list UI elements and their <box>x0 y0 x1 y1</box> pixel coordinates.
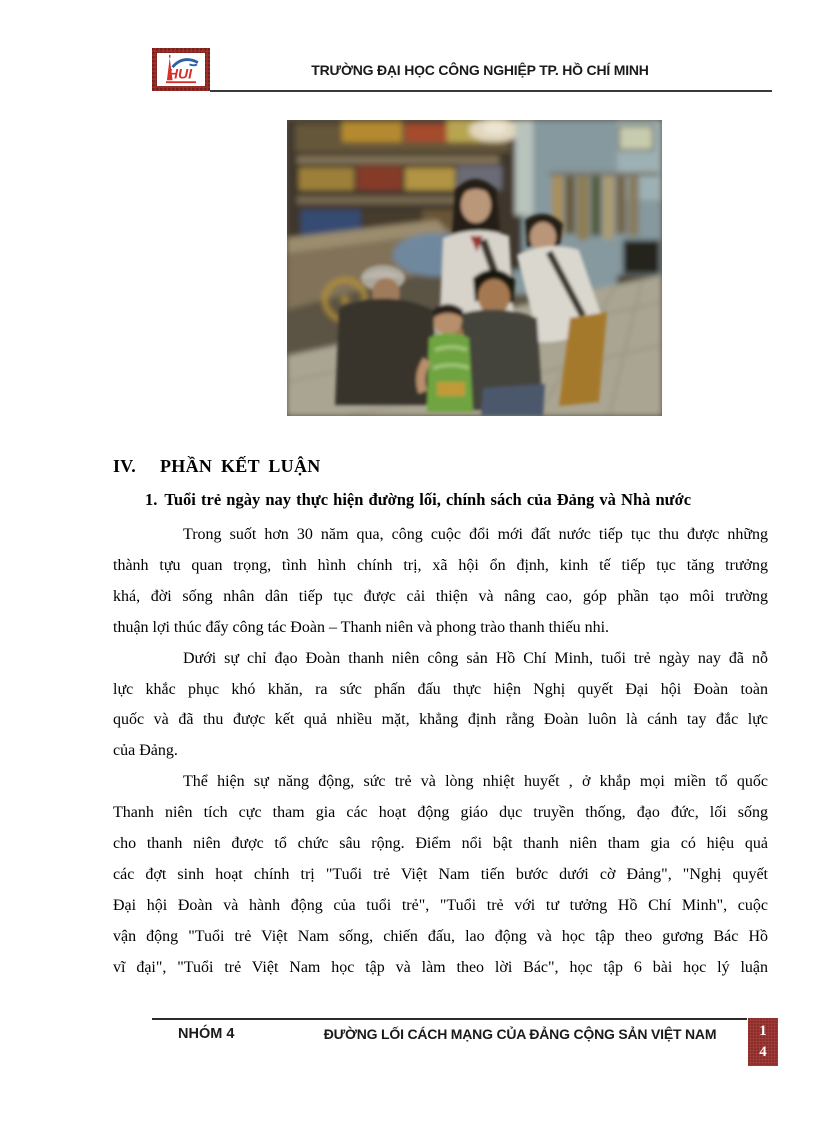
text-line: Đại hội Đoàn và hành động của tuổi trẻ", "Tuổi trẻ với tư tưởng Hồ Chí Minh", cuộc <box>113 896 768 914</box>
text-line: Thể hiện sự năng động, sức trẻ và lòng nhiệt huyết , ở khắp mọi miền tổ quốc <box>183 773 768 791</box>
paragraph <box>113 767 768 983</box>
text-line: của Đảng. <box>113 742 178 760</box>
text-line: vận động "Tuổi trẻ Việt Nam sống, chiến đấu, lao động và học tập theo gương Bác Hồ <box>113 927 768 945</box>
section-title: PHẦN KẾT LUẬN <box>160 456 321 476</box>
text-line: thuận lợi thúc đẩy công tác Đoàn – Thanh niên và phong trào thanh thiếu nhi. <box>113 618 610 636</box>
text-line: vĩ đại", "Tuổi trẻ Việt Nam học tập và làm theo lời Bác", học tập 6 bài học lý luận <box>113 958 768 976</box>
page-number-digit: 1 <box>759 1023 767 1039</box>
paragraph <box>113 520 768 644</box>
page-number-digit: 4 <box>759 1044 767 1060</box>
header-university-name: TRƯỜNG ĐẠI HỌC CÔNG NGHIỆP TP. HỒ CHÍ MINH <box>311 62 649 78</box>
footer-course-title: ĐƯỜNG LỐI CÁCH MẠNG CỦA ĐẢNG CỘNG SẢN VIỆT NAM <box>323 1026 717 1042</box>
section-heading <box>113 456 321 477</box>
text-line: lực khắc phục khó khăn, ra sức phấn đấu thực hiện Nghị quyết Đại hội Đoàn toàn <box>113 680 768 698</box>
text-line: Dưới sự chỉ đạo Đoàn thanh niên công sản Hồ Chí Minh, tuổi trẻ ngày nay đã nỗ <box>183 649 768 667</box>
subsection-number: 1. <box>145 490 158 509</box>
group-photo <box>287 120 662 416</box>
footer-group-label: NHÓM 4 <box>178 1026 235 1042</box>
header-rule <box>210 90 772 92</box>
text-line: Trong suốt hơn 30 năm qua, công cuộc đổi mới đất nước tiếp tục thu được những <box>183 526 768 543</box>
page-number-box <box>748 1018 778 1066</box>
text-line: khá, đời sống nhân dân tiếp tục được cải thiện và nâng cao, góp phần tạo môi trường <box>113 587 768 605</box>
text-line: Thanh niên tích cực tham gia các hoạt động giáo dục truyền thống, đạo đức, lối sống <box>113 804 768 822</box>
logo-text: HUI <box>167 65 193 82</box>
footer-rule <box>152 1018 747 1020</box>
body-text <box>113 520 768 984</box>
paragraph <box>113 644 768 768</box>
text-line: các đợt sinh hoạt chính trị "Tuổi trẻ Việt Nam tiến bước dưới cờ Đảng", "Nghị quyết <box>113 865 768 883</box>
subsection-heading <box>145 490 691 510</box>
group-photo-art <box>287 120 662 416</box>
text-line: cho thanh niên được tổ chức sâu rộng. Điểm nổi bật thanh niên tham gia có hiệu quả <box>113 835 768 853</box>
subsection-title: Tuổi trẻ ngày nay thực hiện đường lối, chính sách của Đảng và Nhà nước <box>164 490 692 509</box>
text-line: quốc và đã thu được kết quả nhiều mặt, khẳng định rằng Đoàn luôn là cánh tay đắc lực <box>113 711 768 729</box>
text-line: thành tựu quan trọng, tình hình chính trị, xã hội ổn định, kinh tế tiếp tục tăng trưởng <box>113 556 768 574</box>
section-number: IV. <box>113 456 137 476</box>
